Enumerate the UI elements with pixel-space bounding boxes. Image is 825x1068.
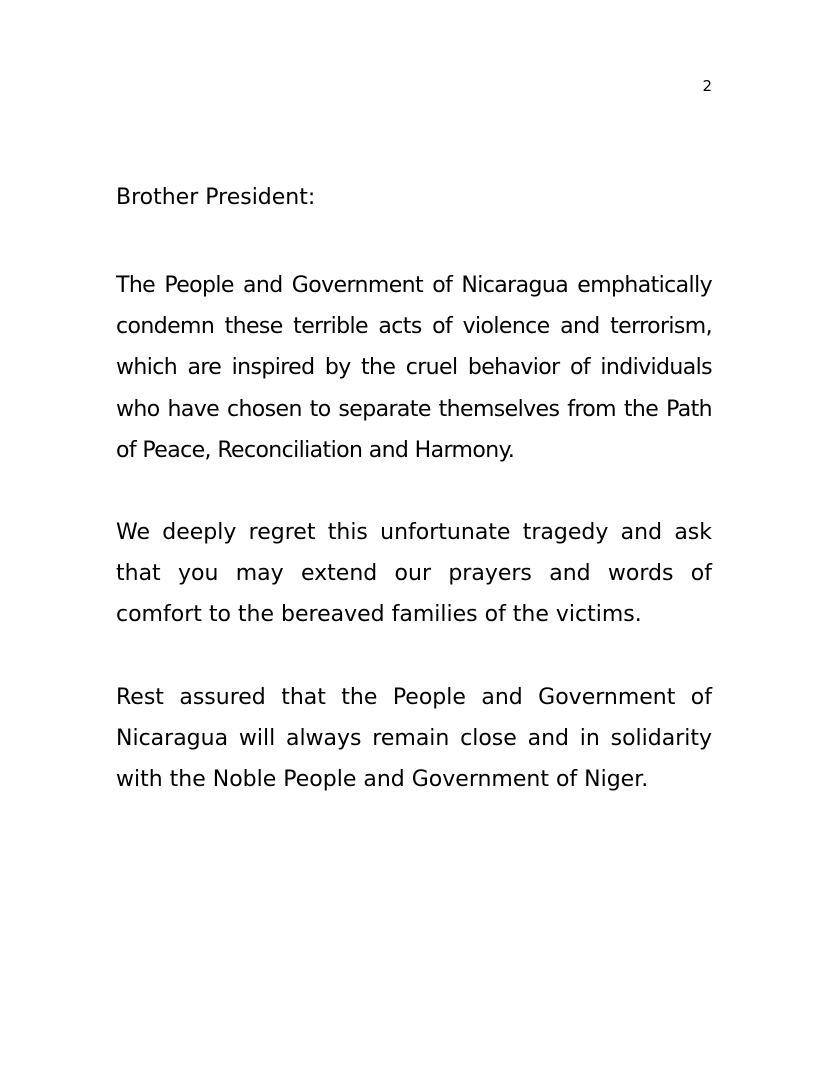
letter-body bbox=[116, 183, 712, 800]
paragraph-condemnation: The People and Government of Nicaragua emphatically condemn these terrible acts of violence and terrorism, which are inspired by the cruel behavior of individuals who have chosen to separate themselves from the Path of Peace, Reconciliation and Harmony. bbox=[116, 273, 712, 463]
paragraph-condolences: We deeply regret this unfortunate tragedy and ask that you may extend our prayers and words of comfort to the bereaved families of the victims. bbox=[116, 520, 712, 628]
salutation: Brother President: bbox=[116, 185, 316, 210]
page-number: 2 bbox=[702, 77, 712, 95]
paragraph-solidarity: Rest assured that the People and Government of Nicaragua will always remain close and in solidarity with the Noble People and Government of Niger. bbox=[116, 684, 712, 793]
